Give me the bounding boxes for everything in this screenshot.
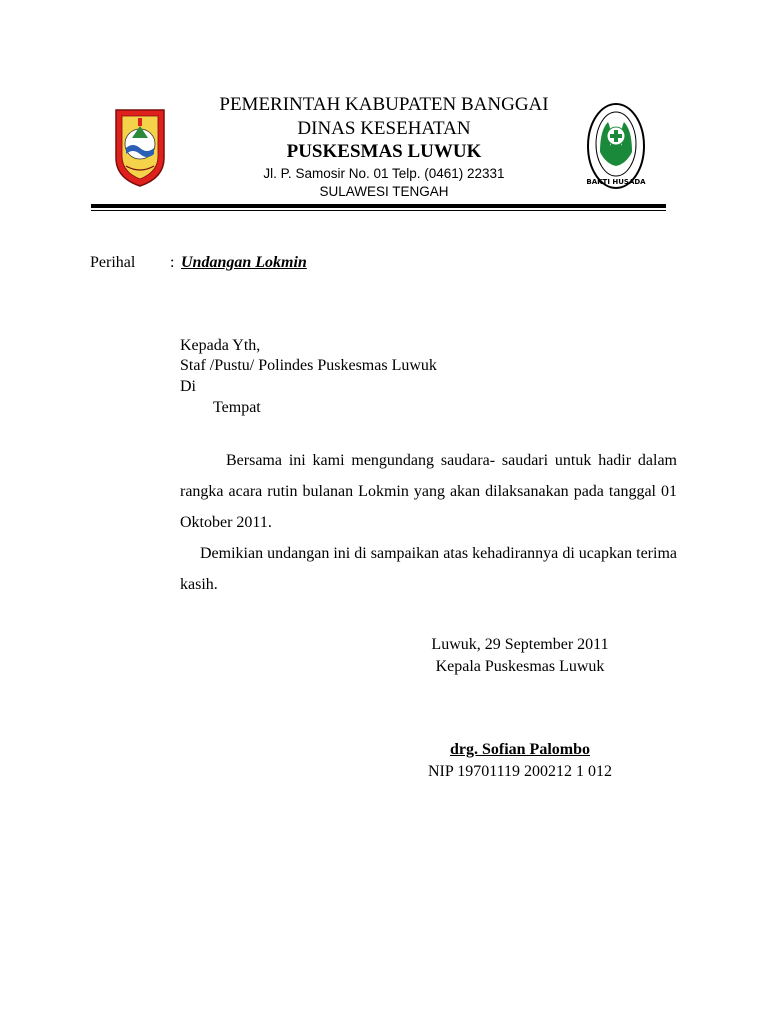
signature-place-date: Luwuk, 29 September 2011 (431, 636, 609, 653)
signature-title: Kepala Puskesmas Luwuk (435, 658, 605, 675)
letterhead-divider-thick (91, 204, 666, 208)
letterhead-divider-thin (91, 210, 666, 211)
subject-label: Perihal (90, 254, 136, 271)
recipient-salutation: Kepada Yth, (180, 337, 261, 354)
signature-name: drg. Sofian Palombo (449, 741, 590, 758)
subject-value: Undangan Lokmin (181, 254, 307, 271)
recipient-name: Staf /Pustu/ Polindes Puskesmas Luwuk (180, 357, 437, 374)
recipient-place: Tempat (213, 399, 261, 416)
letterhead-institution: PUSKESMAS LUWUK (286, 141, 482, 162)
letterhead-department: DINAS KESEHATAN (297, 118, 471, 139)
letterhead-province: SULAWESI TENGAH (319, 184, 449, 199)
banggai-emblem-icon (110, 104, 170, 188)
signature-nip: NIP 19701119 200212 1 012 (428, 763, 612, 780)
body-paragraph-closing: Demikian undangan ini di sampaikan atas kehadirannya di ucapkan terima kasih. (180, 545, 677, 593)
subject-colon: : (170, 254, 175, 271)
bakti-husada-logo-text: BAKTI HUSADA (586, 178, 646, 186)
body-paragraph-invitation: Bersama ini kami mengundang saudara- saudari untuk hadir dalam rangka acara rutin bulanan Lokmin yang akan dilaksanakan pada tanggal 01 Oktober 2011. (180, 452, 677, 531)
letterhead-government: PEMERINTAH KABUPATEN BANGGAI (219, 94, 549, 115)
recipient-at: Di (180, 378, 196, 395)
letterhead-address: Jl. P. Samosir No. 01 Telp. (0461) 22331 (263, 166, 505, 181)
